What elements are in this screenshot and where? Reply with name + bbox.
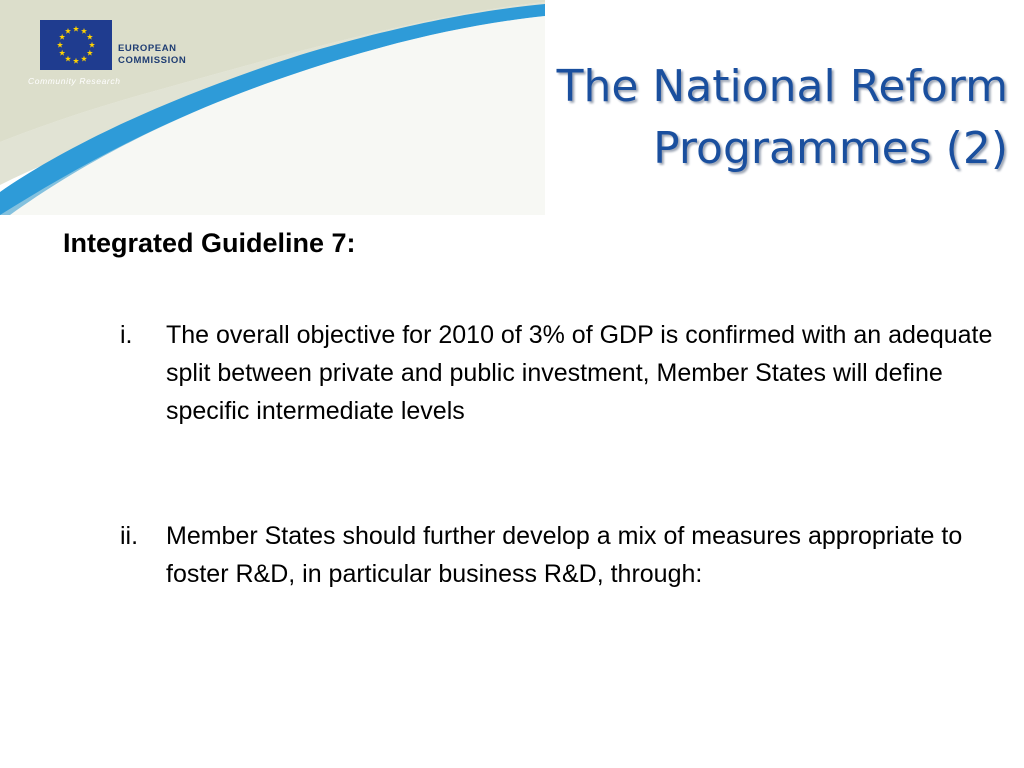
eu-flag-icon <box>40 20 112 70</box>
list-item-text: Member States should further develop a mix of measures appropriate to foster R&D, in particular business R&D, through: <box>166 522 963 588</box>
title-line-2: Programmes (2) <box>653 123 1008 174</box>
guideline-heading: Integrated Guideline 7: <box>63 228 356 258</box>
org-line-2: COMMISSION <box>118 55 187 66</box>
title-line-1: The National Reform <box>556 61 1008 112</box>
community-research-tagline: Community Research <box>28 76 121 86</box>
list-item-text: The overall objective for 2010 of 3% of GDP is confirmed with an adequate split between private and public investment, Member States will define specific intermediate levels <box>166 321 993 425</box>
list-item <box>120 316 1000 430</box>
slide-title <box>448 56 1008 180</box>
org-line-1: EUROPEAN <box>118 43 177 54</box>
list-item <box>120 517 1000 593</box>
list-marker: ii. <box>120 522 139 550</box>
list-marker: i. <box>120 321 133 349</box>
organization-name <box>118 43 186 67</box>
european-commission-logo <box>40 20 202 76</box>
